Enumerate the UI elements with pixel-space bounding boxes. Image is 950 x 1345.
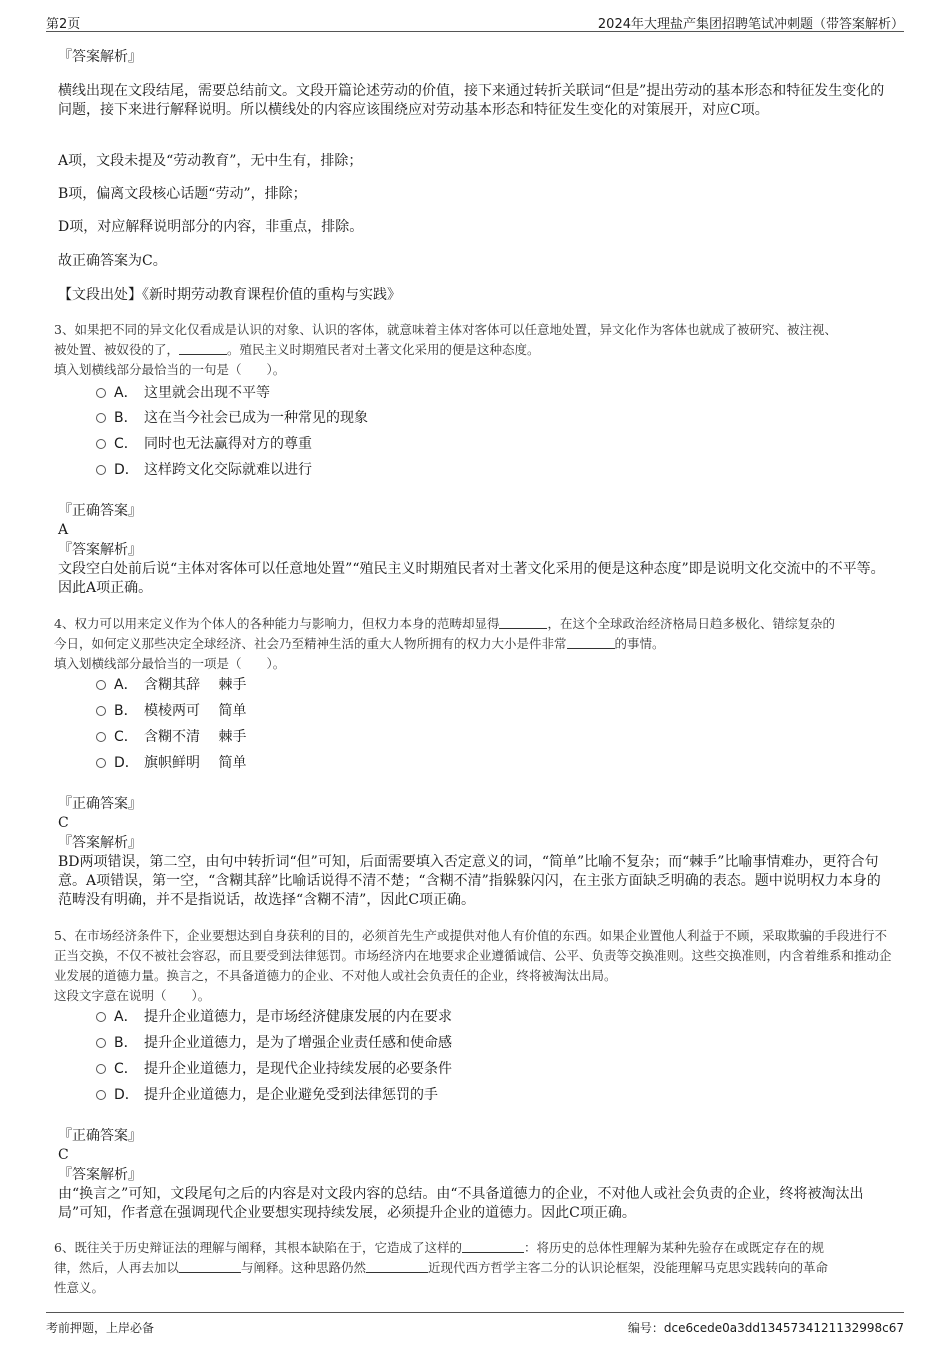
q2-analysis-title: 『答案解析』: [58, 49, 142, 65]
q4-answer-title: 『正确答案』: [58, 796, 142, 812]
page-footer: [46, 1312, 904, 1338]
radio-icon[interactable]: [96, 1064, 106, 1074]
radio-icon[interactable]: [96, 465, 106, 475]
q3-option-b[interactable]: B． 这在当今社会已成为一种常见的现象: [96, 408, 368, 428]
q4-blank-1: [499, 616, 547, 629]
q3-stem-line2: 被处置、被奴役的了， 。殖民主义时期殖民者对土著文化采用的便是这种态度。: [54, 342, 540, 357]
q5-stem-text: 5、在市场经济条件下，企业要想达到自身获利的目的，必须首先生产或提供对他人有价值的东西。如果企业置他人利益于不顾，采取欺骗的手段进行不正当交换，不仅不被社会容忍，而且要受到法律惩罚。市场经济内在地要求企业遵循诚信、公平、负责等交换准则。这些交换准则，内含着维系和推动企业发展的道德力量。换言之，不具备道德力的企业、不对他人或社会负责任的企业，终将被淘汰出局。: [54, 928, 892, 983]
page-number: 第2页: [46, 17, 81, 32]
q3-option-a[interactable]: A． 这里就会出现不平等: [96, 383, 270, 403]
q2-conclusion: 故正确答案为C。: [58, 253, 167, 269]
radio-icon[interactable]: [96, 439, 106, 449]
q2-d-note: D项，对应解释说明部分的内容，非重点，排除。: [58, 219, 364, 235]
q5-option-b[interactable]: B． 提升企业道德力，是为了增强企业责任感和使命感: [96, 1033, 452, 1053]
q2-analysis-text: 横线出现在文段结尾，需要总结前文。文段开篇论述劳动的价值，接下来通过转折关联词“但是”提出劳动的基本形态和特征发生变化的问题，接下来进行解释说明。所以横线处的内容应该围绕应对劳动基本形态和特征发生变化的对策展开，对应C项。: [58, 83, 885, 118]
radio-icon[interactable]: [96, 1090, 106, 1100]
radio-icon[interactable]: [96, 1012, 106, 1022]
q5-prompt: 这段文字意在说明（ ）。: [54, 988, 211, 1003]
q6-blank-2: [179, 1260, 241, 1273]
q4-answer: C: [58, 815, 69, 831]
q3-analysis-title: 『答案解析』: [58, 542, 142, 558]
q3-answer-title: 『正确答案』: [58, 503, 142, 519]
q4-option-a[interactable]: A． 含糊其辞 棘手: [96, 675, 246, 695]
document-title: 2024年大理盐产集团招聘笔试冲刺题（带答案解析）: [597, 17, 904, 32]
q3-option-d[interactable]: D． 这样跨文化交际就难以进行: [96, 460, 312, 480]
radio-icon[interactable]: [96, 388, 106, 398]
q4-prompt: 填入划横线部分最恰当的一项是（ ）。: [54, 656, 286, 671]
footer-slogan: 考前押题，上岸必备: [46, 1321, 155, 1335]
q6-blank-1: [462, 1240, 524, 1253]
q3-blank: [179, 342, 227, 355]
q2-source: 【文段出处】《新时期劳动教育课程价值的重构与实践》: [58, 287, 401, 303]
q4-option-c[interactable]: C． 含糊不清 棘手: [96, 727, 246, 747]
q4-stem: [54, 614, 896, 674]
q4-stem-line2: 今日，如何定义那些决定全球经济、社会乃至精神生活的重大人物所拥有的权力大小是件非常 的事情。: [54, 636, 665, 651]
q4-analysis-title: 『答案解析』: [58, 835, 142, 851]
q3-answer: A: [58, 522, 69, 538]
q6-stem-line1: 6、既往关于历史辩证法的理解与阐释，其根本缺陷在于，它造成了这样的 ：将历史的总体性理解为某种先验存在或既定存在的规: [54, 1240, 824, 1255]
q6-stem-line2: 律，然后，人再去加以 与阐释。这种思路仍然 近现代西方哲学主客二分的认识论框架，没能理解马克思实践转向的革命: [54, 1260, 829, 1275]
q3-stem-line1: 3、如果把不同的异文化仅看成是认识的对象、认识的客体，就意味着主体对客体可以任意地处置，异文化作为客体也就成了被研究、被注视、: [54, 322, 837, 337]
q5-option-d[interactable]: D． 提升企业道德力，是企业避免受到法律惩罚的手: [96, 1085, 438, 1105]
q3-stem: [54, 320, 896, 380]
document-id: 编号：dce6cede0a3dd1345734121132998c67: [627, 1321, 904, 1335]
q3-analysis: 文段空白处前后说“主体对客体可以任意地处置”“殖民主义时期殖民者对土著文化采用的便是这种态度”即是说明文化交流中的不平等。因此A项正确。: [58, 561, 885, 596]
radio-icon[interactable]: [96, 680, 106, 690]
q5-analysis: 由“换言之”可知，文段尾句之后的内容是对文段内容的总结。由“不具备道德力的企业，不对他人或社会负责的企业，终将被淘汰出局”可知，作者意在强调现代企业要想实现持续发展，必须提升企业的道德力。因此C项正确。: [58, 1186, 864, 1221]
q6-blank-3: [366, 1260, 428, 1273]
q5-option-a[interactable]: A． 提升企业道德力，是市场经济健康发展的内在要求: [96, 1007, 452, 1027]
q5-analysis-title: 『答案解析』: [58, 1167, 142, 1183]
q2-b-note: B项，偏离文段核心话题“劳动”，排除；: [58, 186, 307, 202]
q4-blank-2: [567, 636, 615, 649]
radio-icon[interactable]: [96, 1038, 106, 1048]
q2-a-note: A项，文段未提及“劳动教育”，无中生有，排除；: [58, 153, 363, 169]
radio-icon[interactable]: [96, 706, 106, 716]
page-header: [46, 8, 904, 32]
q6-stem-line3: 性意义。: [54, 1280, 105, 1295]
q5-answer: C: [58, 1147, 69, 1163]
radio-icon[interactable]: [96, 758, 106, 768]
q4-option-b[interactable]: B． 模棱两可 简单: [96, 701, 246, 721]
q6-stem: [54, 1238, 896, 1298]
radio-icon[interactable]: [96, 732, 106, 742]
q4-stem-line1: 4、权力可以用来定义作为个体人的各种能力与影响力，但权力本身的范畴却显得 ，在这个全球政治经济格局日趋多极化、错综复杂的: [54, 616, 835, 631]
q5-stem: [54, 926, 896, 1006]
q4-analysis: BD两项错误，第二空，由句中转折词“但”可知，后面需要填入否定意义的词，“简单”比喻不复杂；而“棘手”比喻事情难办，更符合句意。A项错误，第一空，“含糊其辞”比喻话说得不清不楚；“含糊不清”指躲躲闪闪，在主张方面缺乏明确的表态。题中说明权力本身的范畴没有明确，并不是指说话，故选择“含糊不清”，因此C项正确。: [58, 854, 881, 908]
q5-answer-title: 『正确答案』: [58, 1128, 142, 1144]
q3-option-c[interactable]: C． 同时也无法赢得对方的尊重: [96, 434, 312, 454]
radio-icon[interactable]: [96, 413, 106, 423]
q5-option-c[interactable]: C． 提升企业道德力，是现代企业持续发展的必要条件: [96, 1059, 452, 1079]
q3-prompt: 填入划横线部分最恰当的一句是（ ）。: [54, 362, 286, 377]
q4-option-d[interactable]: D． 旗帜鲜明 简单: [96, 753, 246, 773]
